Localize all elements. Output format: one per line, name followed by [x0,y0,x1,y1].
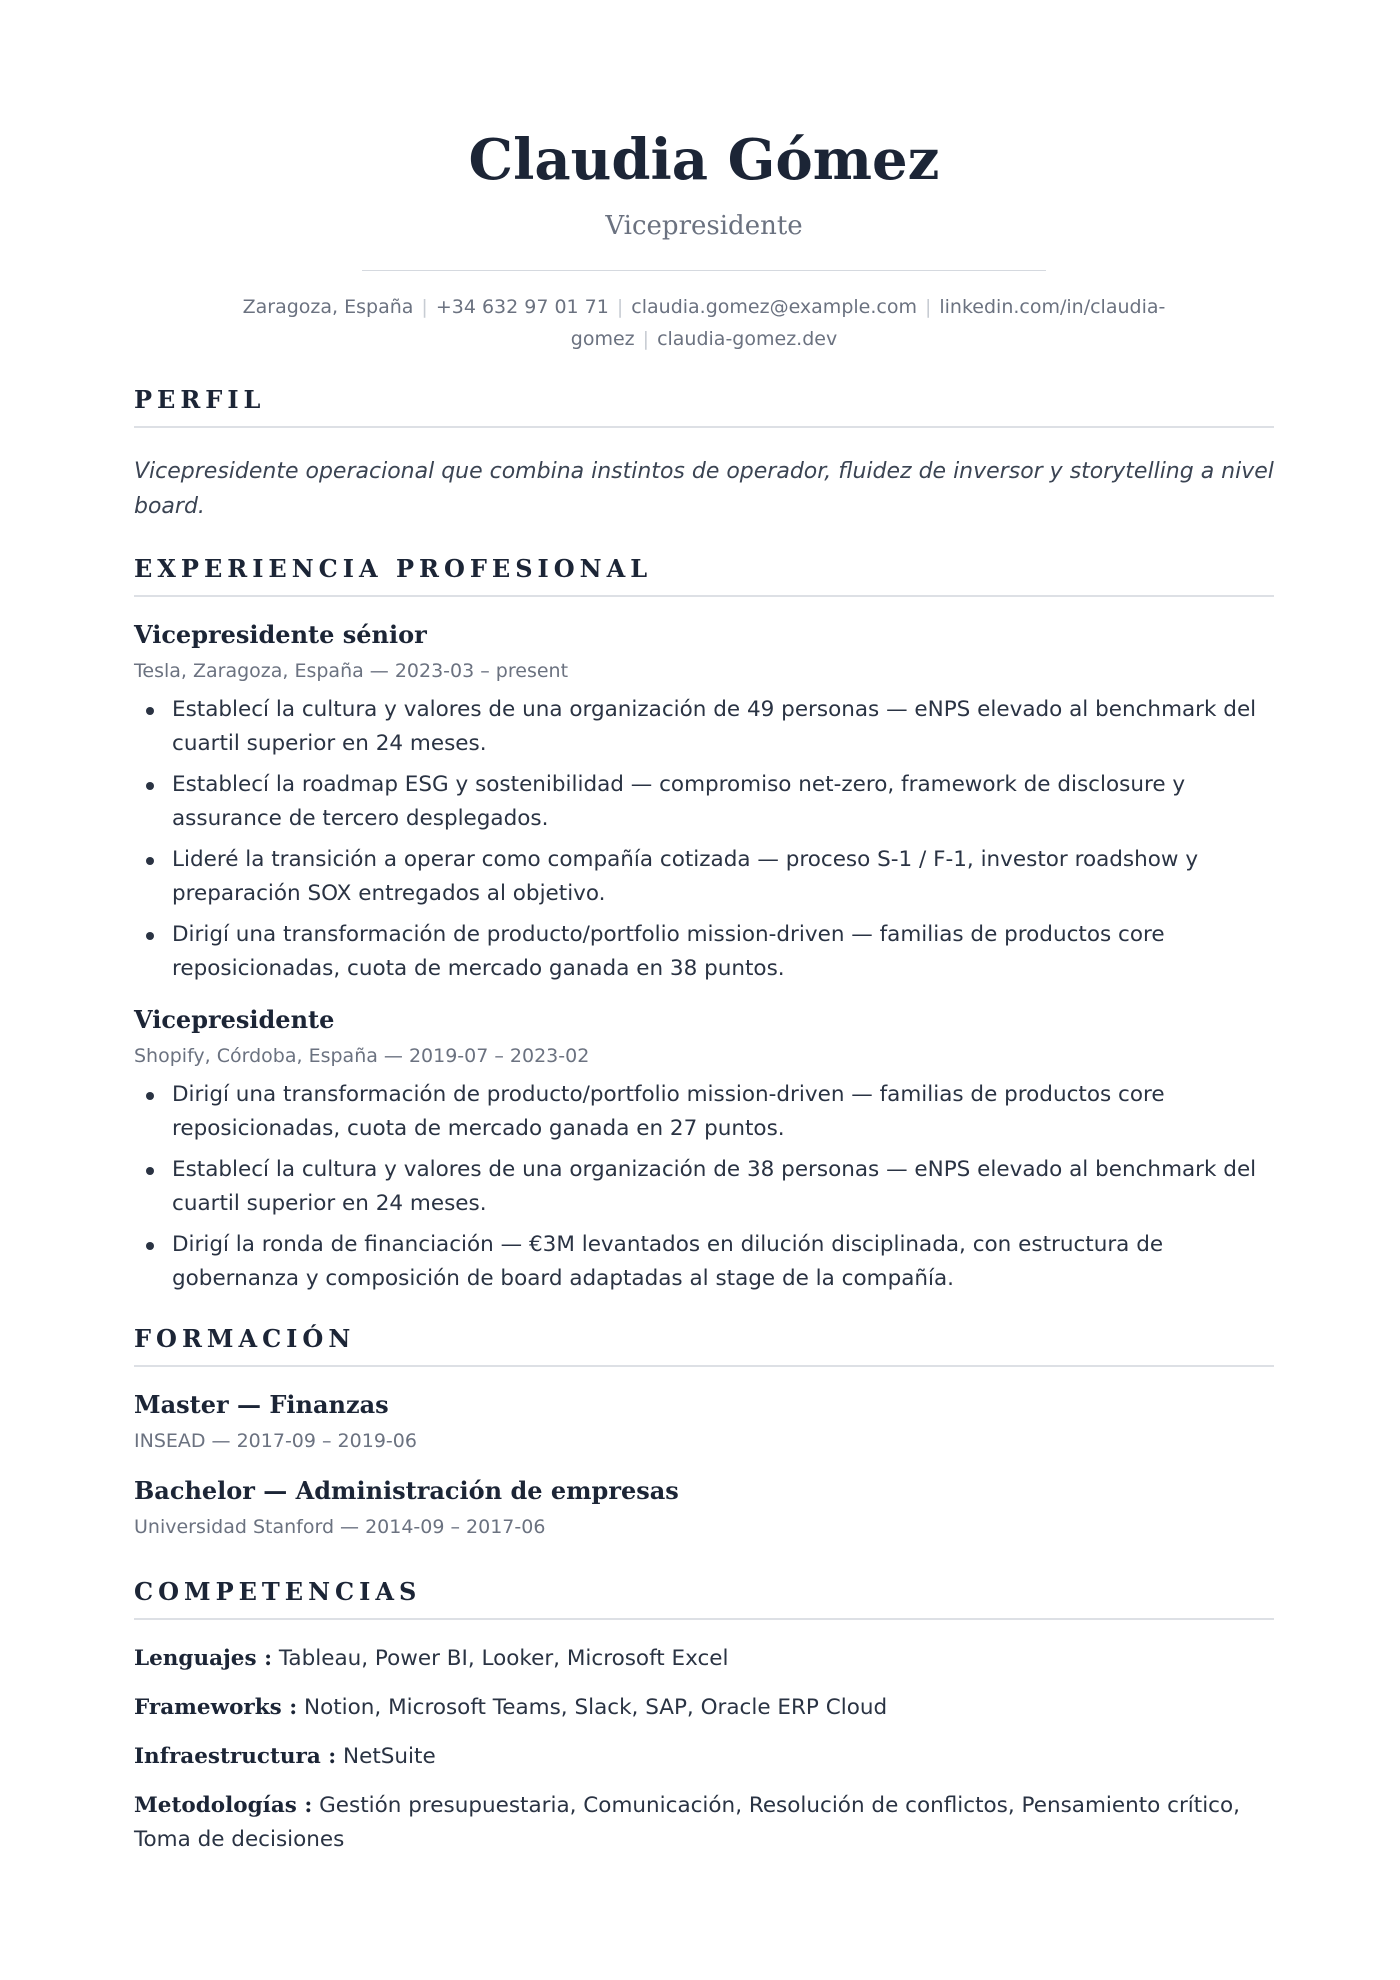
list-item: Establecí la cultura y valores de una organización de 38 personas — eNPS elevado al benchmark del cuartil superior en 24 meses. [134,1153,1274,1221]
skill-label: Infraestructura : [134,1744,337,1769]
list-item: Lideré la transición a operar como compañía cotizada — proceso S-1 / F-1, investor roadshow y preparación SOX entregados al objetivo. [134,843,1274,911]
job-bullets [134,693,1274,986]
section-title-skills: COMPETENCIAS [134,1577,1274,1620]
skill-value: Notion, Microsoft Teams, Slack, SAP, Oracle ERP Cloud [304,1695,888,1720]
skill-row [134,1691,1274,1725]
contact-phone[interactable]: +34 632 97 01 71 [435,296,609,318]
section-title-profile: PERFIL [134,385,1274,428]
contact-line [174,291,1234,355]
job-bullets [134,1078,1274,1296]
skill-row [134,1740,1274,1774]
skill-row [134,1642,1274,1676]
job-entry [134,619,1274,986]
contact-linkedin[interactable]: linkedin.com/in/claudia-gomez [570,296,1166,350]
education-entry [134,1475,1274,1541]
candidate-name: Claudia Gómez [468,127,940,193]
job-title: Vicepresidente sénior [134,620,427,649]
experience-section [134,554,1274,1296]
job-meta: Shopify, Córdoba, España — 2019-07 – 2023-02 [134,1045,590,1067]
skills-list [134,1642,1274,1857]
skill-label: Metodologías : [134,1793,313,1818]
list-item: Establecí la cultura y valores de una organización de 49 personas — eNPS elevado al benchmark del cuartil superior en 24 meses. [134,693,1274,761]
skill-label: Frameworks : [134,1695,298,1720]
skills-section [134,1577,1274,1857]
contact-location: Zaragoza, España [242,296,414,318]
candidate-headline: Vicepresidente [605,211,803,241]
skill-label: Lenguajes : [134,1646,273,1671]
header-divider [362,270,1046,271]
list-item: Establecí la roadmap ESG y sostenibilidad — compromiso net-zero, framework de disclosure y assurance de tercero desplegados. [134,768,1274,836]
contact-separator: | [616,296,624,318]
contact-separator: | [642,328,650,350]
job-title: Vicepresidente [134,1005,335,1034]
education-section [134,1324,1274,1541]
contact-website[interactable]: claudia-gomez.dev [657,328,838,350]
list-item: Dirigí una transformación de producto/portfolio mission-driven — familias de productos core reposicionadas, cuota de mercado ganada en 38 puntos. [134,918,1274,986]
job-entry [134,1004,1274,1296]
education-meta: INSEAD — 2017-09 – 2019-06 [134,1430,417,1452]
list-item: Dirigí una transformación de producto/portfolio mission-driven — familias de productos core reposicionadas, cuota de mercado ganada en 27 puntos. [134,1078,1274,1146]
skill-row [134,1789,1274,1857]
skill-value: Tableau, Power BI, Looker, Microsoft Excel [278,1646,729,1671]
contact-separator: | [421,296,428,318]
skill-value: NetSuite [343,1744,436,1769]
profile-summary: Vicepresidente operacional que combina instintos de operador, fluidez de inversor y storytelling a nivel board. [134,459,1274,519]
contact-email[interactable]: claudia.gomez@example.com [631,296,917,318]
resume-header [134,0,1274,355]
profile-section [134,385,1274,524]
education-title: Master — Finanzas [134,1390,389,1419]
job-meta: Tesla, Zaragoza, España — 2023-03 – present [134,660,569,682]
section-title-education: FORMACIÓN [134,1324,1274,1367]
contact-separator: | [924,296,932,318]
list-item: Dirigí la ronda de financiación — €3M levantados en dilución disciplinada, con estructura de gobernanza y composición de board adaptadas al stage de la compañía. [134,1228,1274,1296]
section-title-experience: EXPERIENCIA PROFESIONAL [134,554,1274,597]
skill-value: Gestión presupuestaria, Comunicación, Resolución de conflictos, Pensamiento crítico, Toma de decisiones [134,1793,1240,1852]
resume-page [134,0,1274,1872]
education-meta: Universidad Stanford — 2014-09 – 2017-06 [134,1516,546,1538]
education-entry [134,1389,1274,1455]
education-title: Bachelor — Administración de empresas [134,1476,679,1505]
